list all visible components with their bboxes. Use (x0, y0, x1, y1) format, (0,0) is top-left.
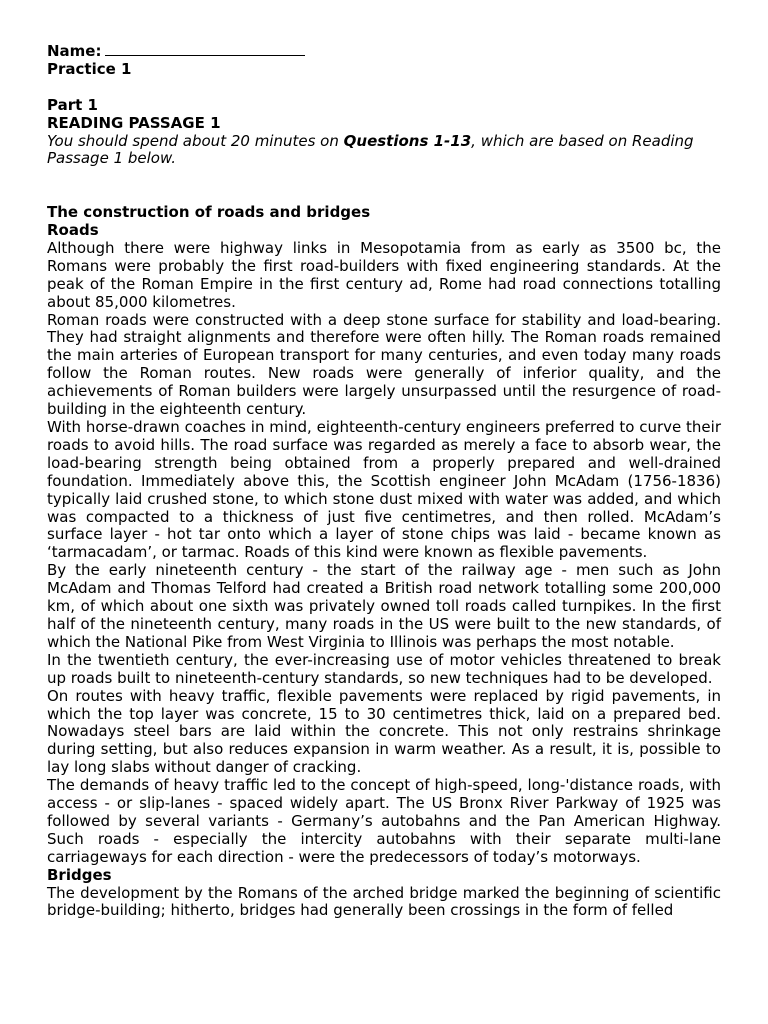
paragraph: On routes with heavy traffic, flexible pavements were replaced by rigid pavements, in which the top layer was concrete, 15 to 30 centimetres thick, laid on a prepared bed. Nowadays steel bars are laid within the concrete. This not only restrains shrinkage during setting, but also reduces expansion in warm weather. As a result, it is, possible to lay long slabs without danger of cracking. (47, 686, 721, 777)
paragraph: The development by the Romans of the arched bridge marked the beginning of scientific bridge-building; hitherto, bridges had generally been crossings in the form of felled (47, 883, 721, 920)
name-label: Name: (47, 42, 102, 60)
instruction-text-b: , which are based on Reading Passage 1 below. (47, 131, 694, 168)
paragraph: Although there were highway links in Mesopotamia from as early as 3500 bc, the Romans were probably the first road-builders with fixed engineering standards. At the peak of the Roman Empire in the first century ad, Rome had road connections totalling about 85,000 kilometres. (47, 238, 721, 311)
document-page (47, 43, 721, 920)
paragraph: The demands of heavy traffic led to the concept of high-speed, long-'distance roads, with access - or slip-lanes - spaced widely apart. The US Bronx River Parkway of 1925 was followed by several variants - Germany’s autobahns and the Pan American Highway. Such roads - especially the intercity autobahns with their separate multi-lane carriageways for each direction - were the predecessors of today’s motorways. (47, 776, 721, 866)
paragraph: By the early nineteenth century - the start of the railway age - men such as John McAdam and Thomas Telford had created a British road network totalling some 200,000 km, of which about one sixth was privately owned toll roads called turnpikes. In the first half of the nineteenth century, many roads in the US were built to the new standards, of which the National Pike from West Virginia to Illinois was perhaps the most notable. (47, 561, 721, 651)
passage-title: READING PASSAGE 1 (47, 113, 221, 132)
instruction-questions: Questions 1-13 (343, 131, 472, 150)
section-heading-roads: Roads (47, 221, 99, 240)
part-label: Part 1 (47, 95, 98, 114)
name-field (47, 43, 721, 61)
spacer (47, 168, 721, 204)
paragraph: Roman roads were constructed with a deep stone surface for stability and load-bearing. They had straight alignments and therefore were often hilly. The Roman roads remained the main arteries of European transport for many centuries, and even today many roads follow the Roman routes. New roads were generally of inferior quality, and the achievements of Roman builders were largely unsurpassed until the resurgence of road-building in the eighteenth century. (47, 310, 721, 419)
spacer (47, 79, 721, 97)
name-blank-line (105, 43, 305, 56)
instructions (47, 133, 721, 169)
section-heading-bridges: Bridges (47, 865, 112, 884)
instruction-text-a: You should spend about 20 minutes on (47, 131, 344, 150)
practice-title: Practice 1 (47, 59, 132, 78)
article-title: The construction of roads and bridges (47, 203, 371, 222)
paragraph: In the twentieth century, the ever-increasing use of motor vehicles threatened to break up roads built to nineteenth-century standards, so new techniques had to be developed. (47, 650, 721, 687)
paragraph: With horse-drawn coaches in mind, eighteenth-century engineers preferred to curve their roads to avoid hills. The road surface was regarded as merely a face to absorb wear, the load-bearing strength being obtained from a properly prepared and well-drained foundation. Immediately above this, the Scottish engineer John McAdam (1756-1836) typically laid crushed stone, to which stone dust mixed with water was added, and which was compacted to a thickness of just five centimetres, and then rolled. McAdam’s surface layer - hot tar onto which a layer of stone chips was laid - became known as ‘tarmacadam’, or tarmac. Roads of this kind were known as flexible pavements. (47, 418, 721, 562)
